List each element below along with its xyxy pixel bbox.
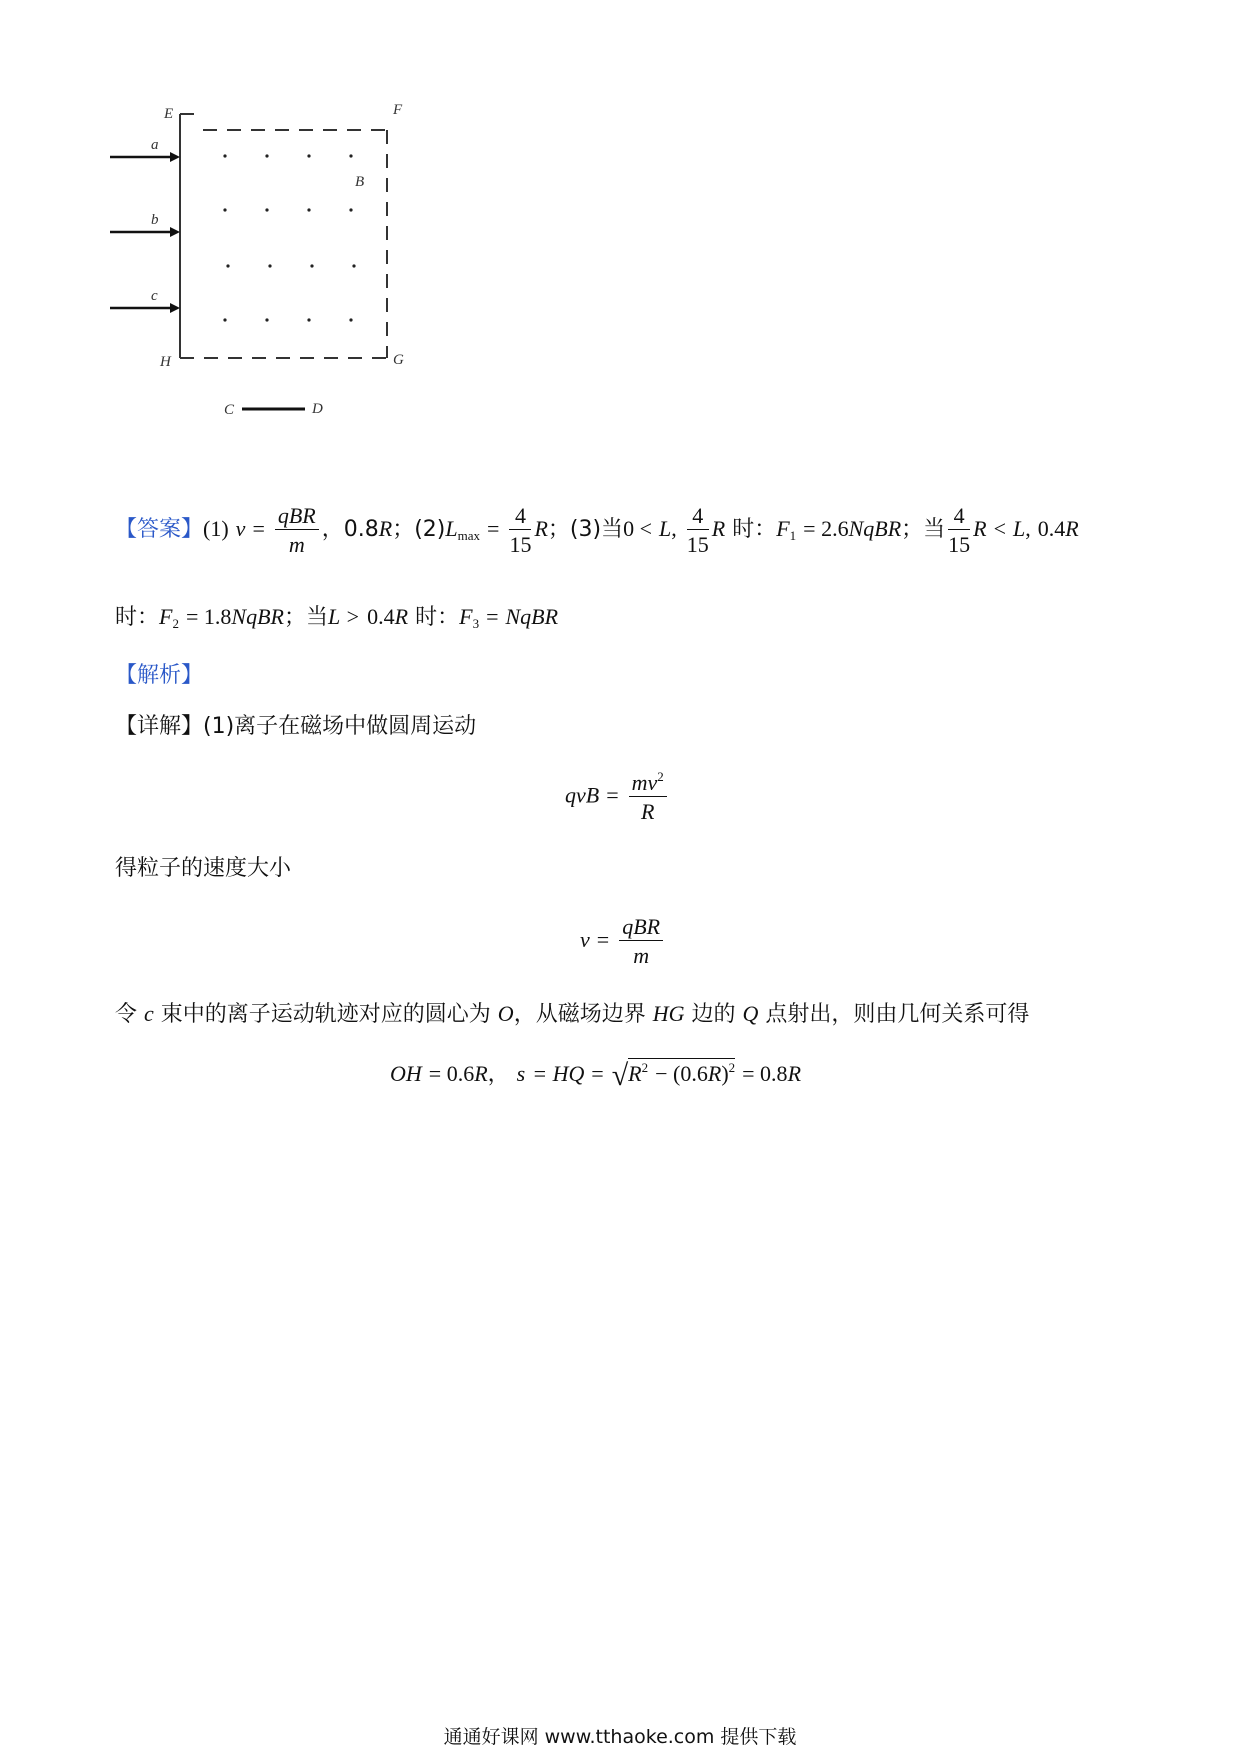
center-text-5: 点射出，则由几何关系可得 [765,1002,1030,1027]
f3-equals: = [486,604,499,629]
r-symbol-3: R [711,516,726,542]
lt-sign: < [993,516,1007,542]
analysis-tag: 【解析】 [115,663,204,688]
answer-line-1 [115,504,1079,556]
lmax-subscript: max [457,528,481,544]
f1-subscript: 1 [789,528,797,544]
eq2-fraction: $\frac{\text{qBR}}{m}$ [619,915,663,967]
eq3-r-final: R [787,1061,802,1086]
r-symbol-6: R [394,604,409,629]
f2-symbol: F [159,604,173,629]
eq1-equals: = [606,782,619,808]
l-gt-symbol: L > [327,604,361,629]
l-symbol-2: L [1013,516,1026,542]
r-symbol-1: R [378,516,393,542]
nqbr-3: NqBR [505,604,559,629]
four-fifteenths-3: $\frac{4}{15}$ [948,503,971,558]
label-e: E [164,106,174,122]
center-text-line [115,1003,1029,1026]
v-symbol: v [235,516,246,542]
shi-colon-2: 时： [115,605,160,630]
l-symbol-1: L [658,516,672,542]
hg-symbol: HG [652,1001,685,1026]
eq3-oh: OH [390,1061,422,1086]
equals-sign-2: = [487,516,500,542]
equation-speed [580,915,666,967]
v-fraction: $\frac{\text{qBR}}{m}$ [275,504,319,556]
semi-dang-2: ；当 [283,605,328,630]
point-four-2: 0.4 [367,604,395,629]
center-text-2: 束中的离子运动轨迹对应的圆心为 [160,1002,491,1027]
zero-lt: 0 < [623,516,652,542]
f2-value: = 1.8 [185,604,232,629]
answer-part-1-label: (1) [203,516,229,542]
comma-1: , [671,516,677,542]
answer-sep-1: ，0.8 [321,517,379,543]
answer-sep-2: ；(2) [392,517,446,543]
detail-tag: 【详解】 [115,714,204,739]
shi-colon-1: 时： [732,517,777,543]
semi-dang-1: ；当 [901,517,946,543]
beam-a-arrow [110,152,180,162]
detail-text: (1)离子在磁场中做圆周运动 [203,714,477,739]
label-field-b: B [355,174,365,190]
label-plate-c: C [224,402,235,418]
four-fifteenths-2: $\frac{4}{15}$ [686,503,709,558]
label-h: H [160,354,171,370]
field-dots [223,154,355,321]
label-a: a [151,137,159,153]
f3-subscript: 3 [472,616,480,631]
f3-symbol: F [459,604,473,629]
c-symbol: c [144,1001,154,1026]
eq1-fraction: $\frac{mv^2}{R}$ [629,770,667,823]
eq2-lhs: v [580,927,590,953]
shi-colon-3: 时： [415,605,460,630]
eq3-oh-val: = 0.6 [428,1061,475,1086]
beam-c-arrow [110,303,180,313]
sqrt-body: $R^2 - (0.6R)^2$ [628,1060,736,1086]
r-symbol-4: R [973,516,987,542]
four-fifteenths-1: $\frac{4}{15}$ [509,503,532,558]
eq3-comma: ， [487,1062,510,1087]
detail-line [115,716,476,738]
f2-subscript: 2 [172,616,179,631]
eq3-hq: = HQ = [532,1061,605,1086]
equals-sign: = [252,516,265,542]
f1-symbol: F [776,516,790,542]
sqrt-sign: √ [611,1059,629,1092]
magnetic-field-diagram [100,100,480,480]
nqbr-2: NqBR [231,604,284,629]
r-symbol-5: R [1065,516,1079,542]
answer-tag: 【答案】 [115,517,204,543]
center-text-3: ，从磁场边界 [513,1002,646,1027]
lmax-symbol: L [445,516,458,542]
label-g: G [393,352,404,368]
answer-sep-3: ；(3)当 [547,517,624,543]
nqbr-1: NqBR [848,516,902,542]
point-four-1: 0.4 [1037,516,1066,542]
speed-text: 得粒子的速度大小 [115,856,292,881]
comma-2: , [1025,516,1031,542]
eq1-lhs: qvB [565,782,600,808]
eq3-result: = 0.8 [742,1061,788,1086]
label-b: b [151,212,159,228]
eq2-equals: = [596,927,610,953]
eq3-s: s [516,1061,526,1086]
label-f: F [393,102,403,118]
center-text-1: 令 [115,1002,138,1027]
equation-geometry [390,1058,801,1091]
label-c: c [151,288,158,304]
equation-lorentz [565,770,670,823]
center-text-4: 边的 [691,1002,736,1027]
answer-line-2 [115,606,558,630]
q-symbol: Q [742,1001,759,1026]
footer-text: 通通好课网 www.tthaoke.com 提供下载 [443,1726,797,1748]
label-plate-d: D [312,401,323,417]
beam-b-arrow [110,227,180,237]
r-symbol-2: R [534,516,548,542]
o-symbol: O [497,1001,514,1026]
eq3-r1: R [474,1061,488,1086]
f1-value: = 2.6 [803,516,849,542]
